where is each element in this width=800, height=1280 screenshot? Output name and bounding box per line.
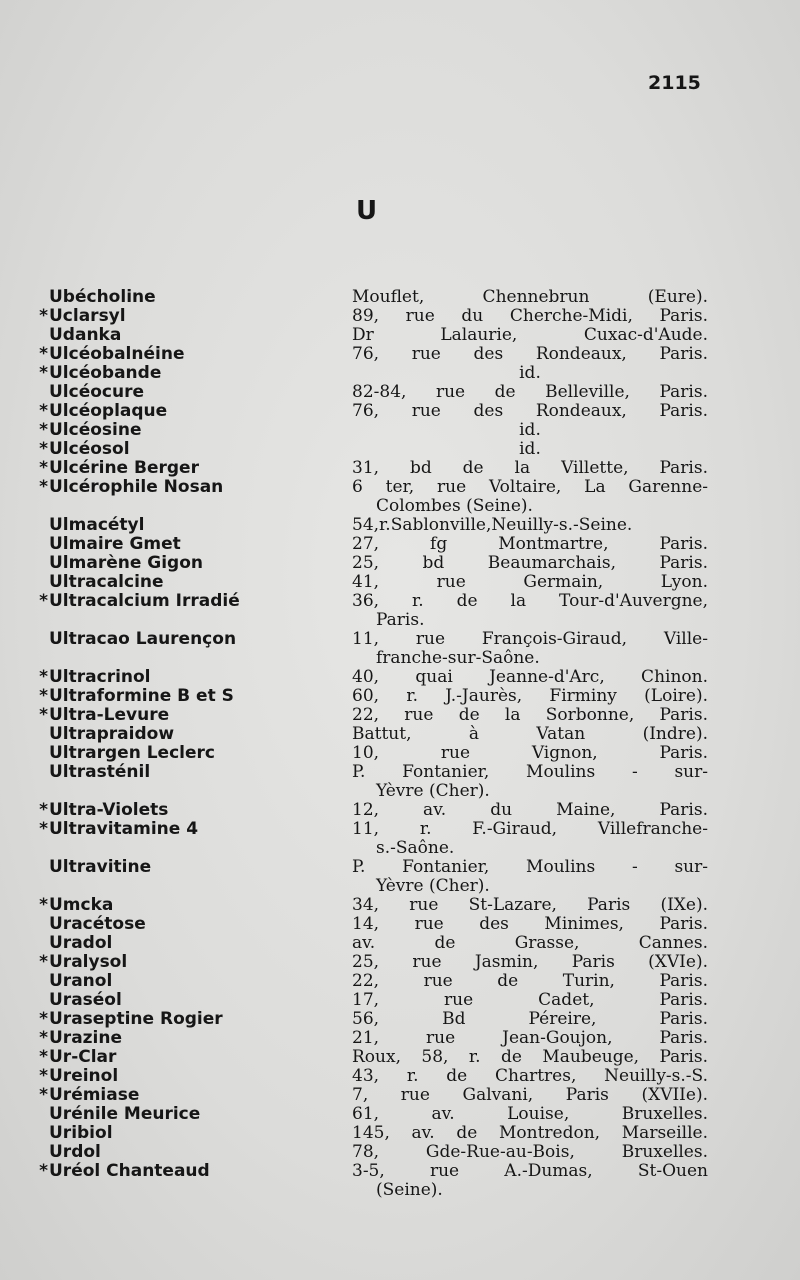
registered-mark: * — [39, 591, 48, 611]
entry-row — [0, 1162, 800, 1200]
registered-mark: * — [39, 686, 48, 706]
manufacturer-address — [352, 1048, 708, 1067]
manufacturer-address — [352, 668, 708, 687]
product-name — [36, 934, 356, 953]
registered-mark: * — [39, 952, 48, 972]
product-name-text: Uracétose — [49, 914, 146, 934]
entry-row — [0, 744, 800, 763]
entry-row — [0, 991, 800, 1010]
product-name — [36, 592, 356, 611]
manufacturer-address — [352, 915, 708, 934]
address-continuation: Yèvre (Cher). — [376, 876, 490, 896]
product-name — [36, 630, 356, 649]
product-name — [36, 1048, 356, 1067]
product-name — [36, 1010, 356, 1029]
product-name-text: Ultrasténil — [49, 762, 151, 782]
address-line: 89, rue du Cherche-Midi, Paris. — [352, 306, 708, 326]
product-name-text: Ulcéocure — [49, 382, 145, 402]
product-name-text: Urdol — [49, 1142, 101, 1162]
product-name — [36, 440, 356, 459]
manufacturer-address — [352, 725, 708, 744]
manufacturer-address — [352, 1162, 708, 1200]
product-name-text: Ulcéosol — [49, 439, 130, 459]
product-name — [36, 516, 356, 535]
entry-row — [0, 1029, 800, 1048]
entry-row — [0, 1124, 800, 1143]
address-line: 12, av. du Maine, Paris. — [352, 800, 708, 820]
product-name — [36, 687, 356, 706]
manufacturer-address — [352, 1029, 708, 1048]
manufacturer-address — [352, 706, 708, 725]
manufacturer-address — [352, 364, 708, 383]
product-name-text: Ultracalcium Irradié — [49, 591, 240, 611]
manufacturer-address — [352, 744, 708, 763]
product-name-text: Uréol Chanteaud — [49, 1161, 210, 1181]
entry-row — [0, 402, 800, 421]
manufacturer-address — [352, 896, 708, 915]
address-line: 21, rue Jean-Goujon, Paris. — [352, 1028, 708, 1048]
address-line: Battut, à Vatan (Indre). — [352, 724, 708, 744]
entry-row — [0, 535, 800, 554]
registered-mark: * — [39, 458, 48, 478]
manufacturer-address — [352, 820, 708, 858]
entry-row — [0, 383, 800, 402]
product-name — [36, 554, 356, 573]
registered-mark: * — [39, 895, 48, 915]
manufacturer-address — [352, 953, 708, 972]
address-line: 76, rue des Rondeaux, Paris. — [352, 401, 708, 421]
entry-row — [0, 421, 800, 440]
entry-row — [0, 915, 800, 934]
address-line: 7, rue Galvani, Paris (XVIIe). — [352, 1085, 708, 1105]
manufacturer-address — [352, 573, 708, 592]
registered-mark: * — [39, 667, 48, 687]
product-name-text: Ulcéoplaque — [49, 401, 168, 421]
registered-mark: * — [39, 1009, 48, 1029]
address-line: 76, rue des Rondeaux, Paris. — [352, 344, 708, 364]
product-name-text: Uranol — [49, 971, 113, 991]
entry-row — [0, 459, 800, 478]
page-number: 2115 — [648, 72, 701, 94]
product-name-text: Uclarsyl — [49, 306, 126, 326]
manufacturer-address — [352, 1067, 708, 1086]
manufacturer-address — [352, 1143, 708, 1162]
address-line: Dr Lalaurie, Cuxac-d'Aude. — [352, 325, 708, 345]
manufacturer-address — [352, 421, 708, 440]
entry-row — [0, 668, 800, 687]
entry-row — [0, 953, 800, 972]
registered-mark: * — [39, 344, 48, 364]
product-name — [36, 801, 356, 820]
manufacturer-address — [352, 288, 708, 307]
address-line: 22, rue de la Sorbonne, Paris. — [352, 705, 708, 725]
manufacturer-address — [352, 858, 708, 896]
manufacturer-address — [352, 516, 708, 535]
product-name-text: Uraseptine Rogier — [49, 1009, 223, 1029]
product-name — [36, 421, 356, 440]
product-name-text: Ubécholine — [49, 287, 156, 307]
product-name — [36, 364, 356, 383]
product-name — [36, 972, 356, 991]
product-name-text: Udanka — [49, 325, 122, 345]
registered-mark: * — [39, 477, 48, 497]
manufacturer-address — [352, 383, 708, 402]
product-name-text: Uralysol — [49, 952, 128, 972]
manufacturer-address — [352, 478, 708, 516]
address-continuation: s.-Saône. — [376, 838, 455, 858]
address-line: 82-84, rue de Belleville, Paris. — [352, 382, 708, 402]
registered-mark: * — [39, 1066, 48, 1086]
product-name-text: Urénile Meurice — [49, 1104, 201, 1124]
registered-mark: * — [39, 401, 48, 421]
address-line: id. — [519, 363, 541, 383]
address-line: 14, rue des Minimes, Paris. — [352, 914, 708, 934]
product-name — [36, 1067, 356, 1086]
manufacturer-address — [352, 1010, 708, 1029]
product-name-text: Ultrargen Leclerc — [49, 743, 215, 763]
product-name — [36, 573, 356, 592]
address-line: 17, rue Cadet, Paris. — [352, 990, 708, 1010]
product-name-text: Ulcéobande — [49, 363, 162, 383]
manufacturer-address — [352, 554, 708, 573]
product-name — [36, 535, 356, 554]
product-name — [36, 383, 356, 402]
address-line: 36, r. de la Tour-d'Auvergne, — [352, 591, 708, 611]
manufacturer-address — [352, 1086, 708, 1105]
product-name-text: Ulmarène Gigon — [49, 553, 204, 573]
product-name — [36, 953, 356, 972]
manufacturer-address — [352, 630, 708, 668]
product-name — [36, 459, 356, 478]
product-name — [36, 1086, 356, 1105]
address-line: 27, fg Montmartre, Paris. — [352, 534, 708, 554]
product-name — [36, 706, 356, 725]
address-line: av. de Grasse, Cannes. — [352, 933, 708, 953]
entry-row — [0, 972, 800, 991]
product-name — [36, 763, 356, 782]
entry-row — [0, 687, 800, 706]
entry-row — [0, 326, 800, 345]
address-line: id. — [519, 420, 541, 440]
address-line: 22, rue de Turin, Paris. — [352, 971, 708, 991]
product-name — [36, 288, 356, 307]
product-name-text: Ultraformine B et S — [49, 686, 234, 706]
registered-mark: * — [39, 1028, 48, 1048]
entry-row — [0, 630, 800, 668]
address-line: 11, rue François-Giraud, Ville- — [352, 629, 708, 649]
product-name-text: Ultravitamine 4 — [49, 819, 199, 839]
product-name-text: Uraséol — [49, 990, 122, 1010]
product-name-text: Urémiase — [49, 1085, 140, 1105]
product-name — [36, 896, 356, 915]
address-line: P. Fontanier, Moulins - sur- — [352, 857, 708, 877]
address-line: 25, bd Beaumarchais, Paris. — [352, 553, 708, 573]
entry-row — [0, 1010, 800, 1029]
address-line: 60, r. J.-Jaurès, Firminy (Loire). — [352, 686, 708, 706]
manufacturer-address — [352, 801, 708, 820]
product-name — [36, 725, 356, 744]
product-name-text: Ulmacétyl — [49, 515, 145, 535]
address-line: 34, rue St-Lazare, Paris (IXe). — [352, 895, 708, 915]
entry-row — [0, 478, 800, 516]
address-line: Roux, 58, r. de Maubeuge, Paris. — [352, 1047, 708, 1067]
address-line: 78, Gde-Rue-au-Bois, Bruxelles. — [352, 1142, 708, 1162]
product-name — [36, 345, 356, 364]
manufacturer-address — [352, 459, 708, 478]
entry-row — [0, 592, 800, 630]
address-line: 25, rue Jasmin, Paris (XVIe). — [352, 952, 708, 972]
address-line: 40, quai Jeanne-d'Arc, Chinon. — [352, 667, 708, 687]
address-continuation: Colombes (Seine). — [376, 496, 533, 516]
product-name — [36, 668, 356, 687]
manufacturer-address — [352, 934, 708, 953]
manufacturer-address — [352, 763, 708, 801]
product-name-text: Ultracrinol — [49, 667, 151, 687]
registered-mark: * — [39, 800, 48, 820]
product-name — [36, 744, 356, 763]
registered-mark: * — [39, 1085, 48, 1105]
entry-row — [0, 554, 800, 573]
entry-row — [0, 307, 800, 326]
registered-mark: * — [39, 420, 48, 440]
entry-row — [0, 1143, 800, 1162]
product-name — [36, 915, 356, 934]
product-name — [36, 820, 356, 839]
address-line: P. Fontanier, Moulins - sur- — [352, 762, 708, 782]
entry-row — [0, 364, 800, 383]
address-line: 54,r.Sablonville,Neuilly-s.-Seine. — [352, 515, 633, 535]
address-line: Mouflet, Chennebrun (Eure). — [352, 287, 708, 307]
address-line: 56, Bd Péreire, Paris. — [352, 1009, 708, 1029]
product-name-text: Ultrapraidow — [49, 724, 175, 744]
manufacturer-address — [352, 307, 708, 326]
registered-mark: * — [39, 1161, 48, 1181]
entry-list — [0, 288, 800, 1200]
address-continuation: (Seine). — [376, 1180, 443, 1200]
entry-row — [0, 573, 800, 592]
product-name-text: Ureinol — [49, 1066, 119, 1086]
entry-row — [0, 440, 800, 459]
manufacturer-address — [352, 326, 708, 345]
address-line: 41, rue Germain, Lyon. — [352, 572, 708, 592]
manufacturer-address — [352, 687, 708, 706]
address-line: 43, r. de Chartres, Neuilly-s.-S. — [352, 1066, 708, 1086]
product-name — [36, 991, 356, 1010]
registered-mark: * — [39, 705, 48, 725]
entry-row — [0, 1105, 800, 1124]
product-name-text: Ulcérine Berger — [49, 458, 199, 478]
product-name-text: Ulcérophile Nosan — [49, 477, 224, 497]
product-name-text: Ultravitine — [49, 857, 152, 877]
product-name-text: Ultra-Levure — [49, 705, 170, 725]
manufacturer-address — [352, 592, 708, 630]
product-name-text: Umcka — [49, 895, 114, 915]
address-continuation: franche-sur-Saône. — [376, 648, 540, 668]
entry-row — [0, 516, 800, 535]
product-name — [36, 478, 356, 497]
product-name — [36, 402, 356, 421]
product-name-text: Uribiol — [49, 1123, 113, 1143]
product-name-text: Ulcéosine — [49, 420, 142, 440]
entry-row — [0, 725, 800, 744]
address-line: 10, rue Vignon, Paris. — [352, 743, 708, 763]
product-name-text: Ulcéobalnéine — [49, 344, 185, 364]
product-name-text: Ur-Clar — [49, 1047, 117, 1067]
manufacturer-address — [352, 1105, 708, 1124]
entry-row — [0, 345, 800, 364]
manufacturer-address — [352, 535, 708, 554]
registered-mark: * — [39, 819, 48, 839]
address-line: 61, av. Louise, Bruxelles. — [352, 1104, 708, 1124]
manufacturer-address — [352, 991, 708, 1010]
registered-mark: * — [39, 363, 48, 383]
product-name-text: Ulmaire Gmet — [49, 534, 181, 554]
registered-mark: * — [39, 1047, 48, 1067]
address-continuation: Yèvre (Cher). — [376, 781, 490, 801]
entry-row — [0, 801, 800, 820]
product-name — [36, 1124, 356, 1143]
product-name-text: Urazine — [49, 1028, 123, 1048]
entry-row — [0, 1067, 800, 1086]
manufacturer-address — [352, 972, 708, 991]
entry-row — [0, 1086, 800, 1105]
entry-row — [0, 934, 800, 953]
address-line: 145, av. de Montredon, Marseille. — [352, 1123, 708, 1143]
address-line: 31, bd de la Villette, Paris. — [352, 458, 708, 478]
section-letter: U — [356, 196, 378, 226]
product-name-text: Uradol — [49, 933, 113, 953]
manufacturer-address — [352, 440, 708, 459]
entry-row — [0, 896, 800, 915]
product-name — [36, 858, 356, 877]
registered-mark: * — [39, 306, 48, 326]
entry-row — [0, 763, 800, 801]
address-line: id. — [519, 439, 541, 459]
address-line: 6 ter, rue Voltaire, La Garenne- — [352, 477, 708, 497]
entry-row — [0, 1048, 800, 1067]
address-continuation: Paris. — [376, 610, 425, 630]
registered-mark: * — [39, 439, 48, 459]
entry-row — [0, 820, 800, 858]
manufacturer-address — [352, 1124, 708, 1143]
product-name — [36, 326, 356, 345]
entry-row — [0, 858, 800, 896]
product-name — [36, 307, 356, 326]
entry-row — [0, 706, 800, 725]
product-name — [36, 1029, 356, 1048]
entry-row — [0, 288, 800, 307]
manufacturer-address — [352, 345, 708, 364]
product-name — [36, 1105, 356, 1124]
address-line: 11, r. F.-Giraud, Villefranche- — [352, 819, 708, 839]
product-name — [36, 1162, 356, 1181]
address-line: 3-5, rue A.-Dumas, St-Ouen — [352, 1161, 708, 1181]
product-name-text: Ultracalcine — [49, 572, 164, 592]
product-name-text: Ultracao Laurençon — [49, 629, 237, 649]
product-name — [36, 1143, 356, 1162]
manufacturer-address — [352, 402, 708, 421]
product-name-text: Ultra-Violets — [49, 800, 169, 820]
